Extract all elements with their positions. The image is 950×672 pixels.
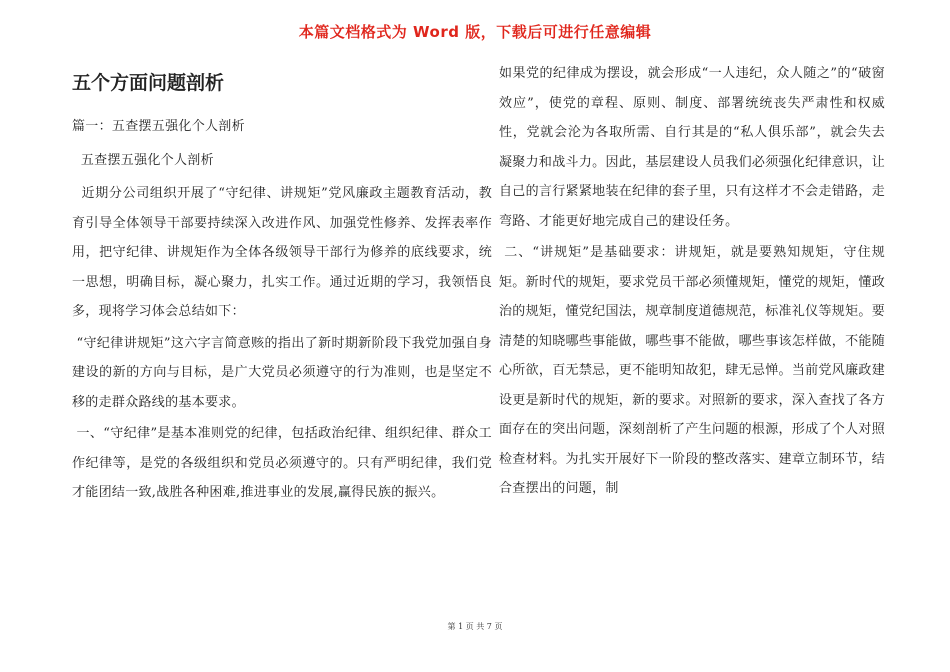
body-paragraph-broken-window: 如果党的纪律成为摆设，就会形成“一人违纪，众人随之”的“破窗效应”，使党的章程、原则、制度、部署统统丧失严肃性和权威性，党就会沦为各取所需、自行其是的“私人俱乐部”，就会失去凝聚力和战斗力。因此，基层建设人员我们必须强化纪律意识，让自己的言行紧紧地装在纪律的套子里，只有这样才不会走错路，走弯路、才能更好地完成自己的建设任务。 bbox=[499, 66, 885, 229]
body-paragraph-rules: 二、“讲规矩”是基础要求：讲规矩，就是要熟知规矩，守住规矩。新时代的规矩，要求党员干部必须懂规矩，懂党的规矩，懂政治的规矩，懂党纪国法，规章制度道德规范，标准礼仪等规矩。要清楚的知晓哪些事能做，哪些事不能做，哪些事该怎样做，不能随心所欲，百无禁忌，更不能明知故犯，肆无忌惮。当前党风廉政建设更是新时代的规矩，新的要求。对照新的要求，深入查找了各方面存在的突出问题，深刻剖析了产生问题的根源，形成了个人对照检查材料。为扎实开展好下一阶段的整改落实、建章立制环节，结合查摆出的问题，制 bbox=[499, 245, 885, 496]
page-number: 第 1 页 共 7 页 bbox=[447, 622, 503, 631]
document-title: 五个方面问题剖析 bbox=[72, 72, 225, 94]
left-column bbox=[72, 58, 492, 508]
download-banner: 本篇文档格式为 Word 版，下载后可进行任意编辑 bbox=[298, 23, 652, 41]
sub-title: 五查摆五强化个人剖析 bbox=[72, 152, 214, 168]
section-heading: 篇一：五查摆五强化个人剖析 bbox=[72, 119, 245, 134]
body-paragraph-summary: “守纪律讲规矩”这六字言简意赅的指出了新时期新阶段下我党加强自身建设的新的方向与目标，是广大党员必须遵守的行为准则，也是坚定不移的走群众路线的基本要求。 bbox=[72, 335, 492, 410]
right-column bbox=[499, 58, 885, 504]
body-paragraph-discipline: 一、“守纪律”是基本准则党的纪律，包括政治纪律、组织纪律、群众工作纪律等，是党的各级组织和党员必须遵守的。只有严明纪律，我们党才能团结一致,战胜各种困难,推进事业的发展,赢得民族的振兴。 bbox=[72, 426, 492, 500]
body-paragraph-intro: 近期分公司组织开展了“守纪律、讲规矩”党风廉政主题教育活动，教育引导全体领导干部要持续深入改进作风、加强党性修养、发挥表率作用，把守纪律、讲规矩作为全体各级领导干部行为修养的底线要求，统一思想，明确目标，凝心聚力，扎实工作。通过近期的学习，我领悟良多，现将学习体会总结如下： bbox=[72, 186, 492, 319]
